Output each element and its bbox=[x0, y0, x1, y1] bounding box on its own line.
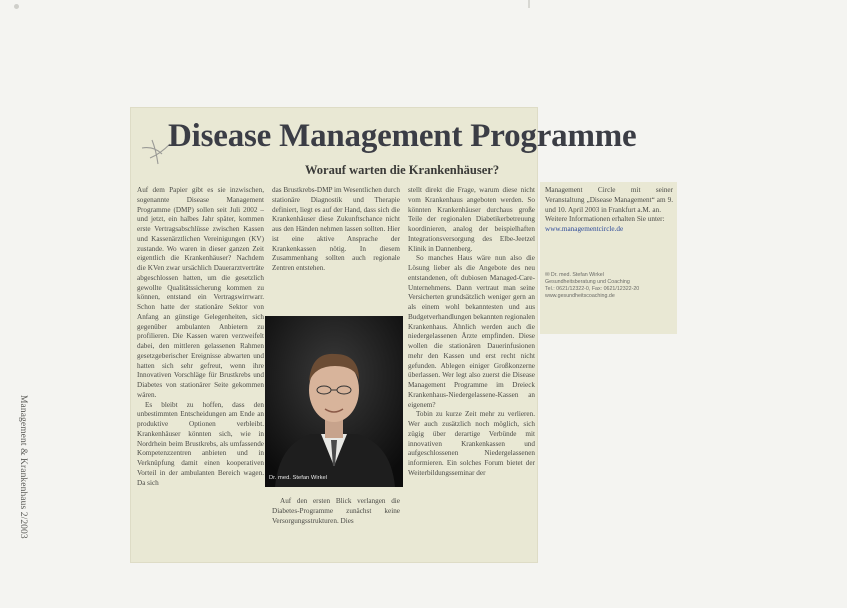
paragraph: Management Circle mit seiner Veranstaltung „Disease Management“ am 9. und 10. April 2003 in Frankfurt a.M. an. bbox=[545, 186, 673, 214]
contact-line: www.gesundheitscoaching.de bbox=[545, 293, 615, 299]
paragraph: So manches Haus wäre nun also die Lösung lieber als die Angebote des neu entstandenen, oft dubiosen Managed-Care-Unternehmens. Dann vertraut man seine Versicherten grundsätzlich weniger gern an als einem wohl bekanntesten und aus Budgetverhandlungen bekannten regionalen Krankenhaus. Ähnlich werden auch die niedergelassenen Ärzte empfinden. Diese wollen die stationären Dauerinfusionen mehr den Kassen und erst recht nicht gefunden. Ablegen einiger Großkonzerne überlassen. Wer legt also zuerst die Disease Management Programme im Dreieck Krankenhaus-Niedergelassene-Kassen an eigenem? bbox=[408, 254, 535, 409]
article-column-3 bbox=[408, 186, 535, 560]
portrait-photo bbox=[265, 316, 403, 487]
contact-line: ✉ Dr. med. Stefan Wirkel bbox=[545, 272, 604, 278]
paragraph: Tobin zu kurze Zeit mehr zu verlieren. Wer auch zusätzlich noch möglich, sich zügig über derartige Verbünde mit innovativen Krankenkassen und aufgeschlossenen Niedergelassenen informieren. Ein solches Forum bietet der Weiterbildungsseminar der bbox=[408, 410, 535, 477]
article-column-4 bbox=[545, 186, 673, 264]
article-column-2-bottom bbox=[272, 497, 400, 561]
website-link[interactable]: www.managementcircle.de bbox=[545, 225, 624, 233]
article-subtitle: Worauf warten die Krankenhäuser? bbox=[305, 163, 500, 177]
paragraph: Auf den ersten Blick verlangen die Diabetes-Programme zunächst keine Versorgungsstrukturen. Dies bbox=[272, 497, 400, 525]
paragraph: stellt direkt die Frage, warum diese nicht vom Krankenhaus angeboten werden. So könnten Krankenhäuser durchaus große Teile der regionalen Diabetikerbetreuung koordinieren, analog der beispielhaften Integrationsversorgung des Elbe-Jeetzel Klinik in Dannenberg. bbox=[408, 186, 535, 253]
contact-line: Tel.: 0621/12322-0, Fax: 0621/12322-20 bbox=[545, 286, 640, 292]
article-column-2-top bbox=[272, 186, 400, 324]
paragraph: Es bleibt zu hoffen, dass den unbestimmten Entscheidungen am Ende an produktive Optionen verbleibt. Krankenhäuser könnten sich, wie in Nordrhein beim Brustkrebs, als umfassende Kompetenzzentren anbieten und in Verknüpfung damit einen kooperativen Vorteil in der ambulanten Bereich wagen. Da sich bbox=[137, 400, 264, 487]
publication-source-label: Management & Krankenhaus 2/2003 bbox=[18, 395, 28, 539]
contact-block bbox=[545, 272, 673, 326]
article-column-1 bbox=[137, 186, 264, 560]
portrait-icon bbox=[265, 316, 403, 487]
more-info-text: Weitere Informationen erhalten Sie unter: bbox=[545, 215, 665, 224]
photo-caption: Dr. med. Stefan Wirkel bbox=[269, 475, 327, 481]
scan-dot bbox=[14, 4, 19, 9]
article-title: Disease Management Programme bbox=[168, 118, 637, 154]
scan-fold-mark bbox=[528, 0, 530, 8]
paragraph: das Brustkrebs-DMP im Wesentlichen durch stationäre Diagnostik und Therapie definiert, liegt es auf der Hand, dass sich die Krankenhäuser diese Zukunftschance nicht aus den Händen nehmen lassen sollten. Hier ist eine aktive Ansprache der Krankenkassen nötig. In diesem Zusammenhang sollten auch regionale Zentren entstehen. bbox=[272, 186, 400, 272]
contact-line: Gesundheitsberatung und Coaching bbox=[545, 279, 630, 285]
paragraph: Auf dem Papier gibt es sie inzwischen, sogenannte Disease Management Programme (DMP) sollen seit Juli 2002 – und jetzt, ein halbes Jahr später, kommen erste Vertragsabschlüsse zwischen Kassen und Kassenärztlichen Vereinigungen (KV) zustande. Wo waren in dieser ganzen Zeit eigentlich die Krankenhäuser? Nachdem die KVen zwar ursächlich Dauerarztverträte abgeschlossen hatten, um die gesetzlich gewollte Qualitätssicherung kommen zu können, entstand ein Vertragswirrwarr. Schon hatte der stationäre Sektor von Anfang an günstige Gelegenheiten, sich gegenüber ambulanten Anbietern zu profilieren. Die Kassen waren verzweifelt dabei, den mittleren gelassenen Rahmen gesetzgeberischer Ereignisse abwarten und hatten sich sehr gefreut, wenn ihre Innovativen Vorschläge für Brustkrebs und Diabetes von stationärer Seite gekommen wären. bbox=[137, 186, 264, 399]
